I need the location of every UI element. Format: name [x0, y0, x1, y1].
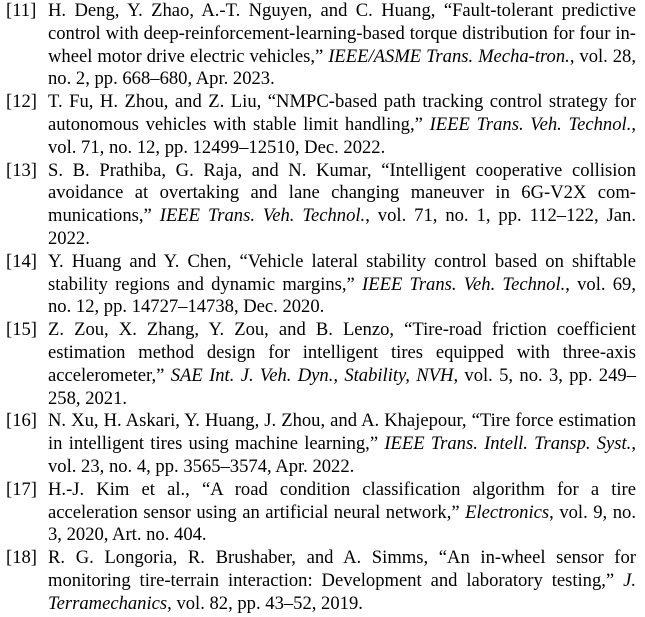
reference-item — [6, 319, 636, 410]
reference-venue: IEEE Trans. Veh. Technol. — [362, 273, 566, 295]
reference-title: “Intelligent cooperative collision avoidance at overtaking and lane changing maneuver in 6G-V2X com-munications,” — [48, 159, 636, 227]
reference-text — [48, 479, 636, 547]
reference-authors: H. Deng, Y. Zhao, A.-T. Nguyen, and C. Huang, — [48, 0, 436, 21]
reference-authors: Z. Zou, X. Zhang, Y. Zou, and B. Lenzo, — [48, 319, 395, 341]
reference-venue: IEEE Trans. Veh. Technol. — [429, 113, 632, 135]
reference-title: “Fault-tolerant predictive control with deep-reinforcement-learning-based torque distribution for four in-wheel motor drive electric vehicles,” — [48, 0, 636, 67]
reference-list — [6, 0, 636, 616]
reference-text — [48, 251, 636, 319]
reference-authors: S. B. Prathiba, G. Raja, and N. Kumar, — [48, 159, 372, 181]
reference-authors: T. Fu, H. Zhou, and Z. Liu, — [48, 91, 262, 113]
reference-number: [13] — [6, 159, 37, 181]
reference-number: [11] — [6, 0, 37, 21]
reference-title: “Vehicle lateral stability control based on shiftable stability regions and dynamic margins,” — [48, 250, 636, 295]
reference-item — [6, 251, 636, 319]
reference-title: “A road condition classification algorithm for a tire acceleration sensor using an artificial neural network,” — [48, 478, 636, 523]
reference-number: [14] — [6, 250, 37, 272]
reference-details: , vol. 69, no. 12, pp. 14727–14738, Dec. 2020. — [48, 273, 636, 318]
reference-venue: Electronics — [465, 501, 550, 523]
reference-text — [48, 410, 636, 478]
reference-text — [48, 0, 636, 91]
reference-venue: IEEE/ASME Trans. Mecha-tron. — [328, 45, 570, 67]
reference-title: “NMPC-based path tracking control strategy for autonomous vehicles with stable limit handling,” — [48, 91, 636, 135]
reference-authors: R. G. Longoria, R. Brushaber, and A. Simms, — [48, 547, 429, 569]
reference-number: [17] — [6, 478, 37, 500]
reference-item — [6, 91, 636, 159]
reference-venue: SAE Int. J. Veh. Dyn., Stability, NVH — [170, 364, 454, 386]
reference-item — [6, 547, 636, 615]
reference-item — [6, 410, 636, 478]
reference-item — [6, 160, 636, 251]
reference-item — [6, 479, 636, 547]
reference-number: [18] — [6, 547, 37, 569]
reference-authors: N. Xu, H. Askari, Y. Huang, J. Zhou, and A. Khajepour, — [48, 410, 467, 432]
reference-text — [48, 547, 636, 615]
reference-number: [16] — [6, 410, 37, 432]
reference-title: “Tire-road friction coefficient estimation method design for intelligent tires equipped with three-axis accelerometer,” — [48, 319, 636, 386]
reference-details: , vol. 5, no. 3, pp. 249–258, 2021. — [48, 364, 636, 409]
reference-text — [48, 91, 636, 159]
reference-item — [6, 0, 636, 91]
reference-title: “An in-wheel sensor for monitoring tire-terrain interaction: Development and laboratory testing,” — [48, 547, 636, 591]
reference-details: , vol. 82, pp. 43–52, 2019. — [167, 592, 363, 614]
reference-venue: IEEE Trans. Intell. Transp. Syst. — [384, 433, 632, 455]
reference-details: , vol. 9, no. 3, 2020, Art. no. 404. — [48, 501, 636, 546]
reference-details: , vol. 23, no. 4, pp. 3565–3574, Apr. 2022. — [48, 433, 636, 477]
reference-details: , vol. 71, no. 12, pp. 12499–12510, Dec. 2022. — [48, 113, 636, 158]
reference-venue: J. Terramechanics — [48, 569, 636, 614]
reference-number: [12] — [6, 91, 37, 113]
reference-authors: Y. Huang and Y. Chen, — [48, 250, 232, 272]
reference-venue: IEEE Trans. Veh. Technol. — [159, 205, 366, 227]
reference-number: [15] — [6, 319, 37, 341]
reference-text — [48, 319, 636, 410]
reference-details: , vol. 28, no. 2, pp. 668–680, Apr. 2023. — [48, 45, 636, 90]
reference-text — [48, 160, 636, 251]
reference-title: “Tire force estimation in intelligent tires using machine learning,” — [48, 410, 636, 455]
reference-details: , vol. 71, no. 1, pp. 112–122, Jan. 2022. — [48, 205, 637, 249]
reference-authors: H.-J. Kim et al., — [48, 478, 190, 500]
